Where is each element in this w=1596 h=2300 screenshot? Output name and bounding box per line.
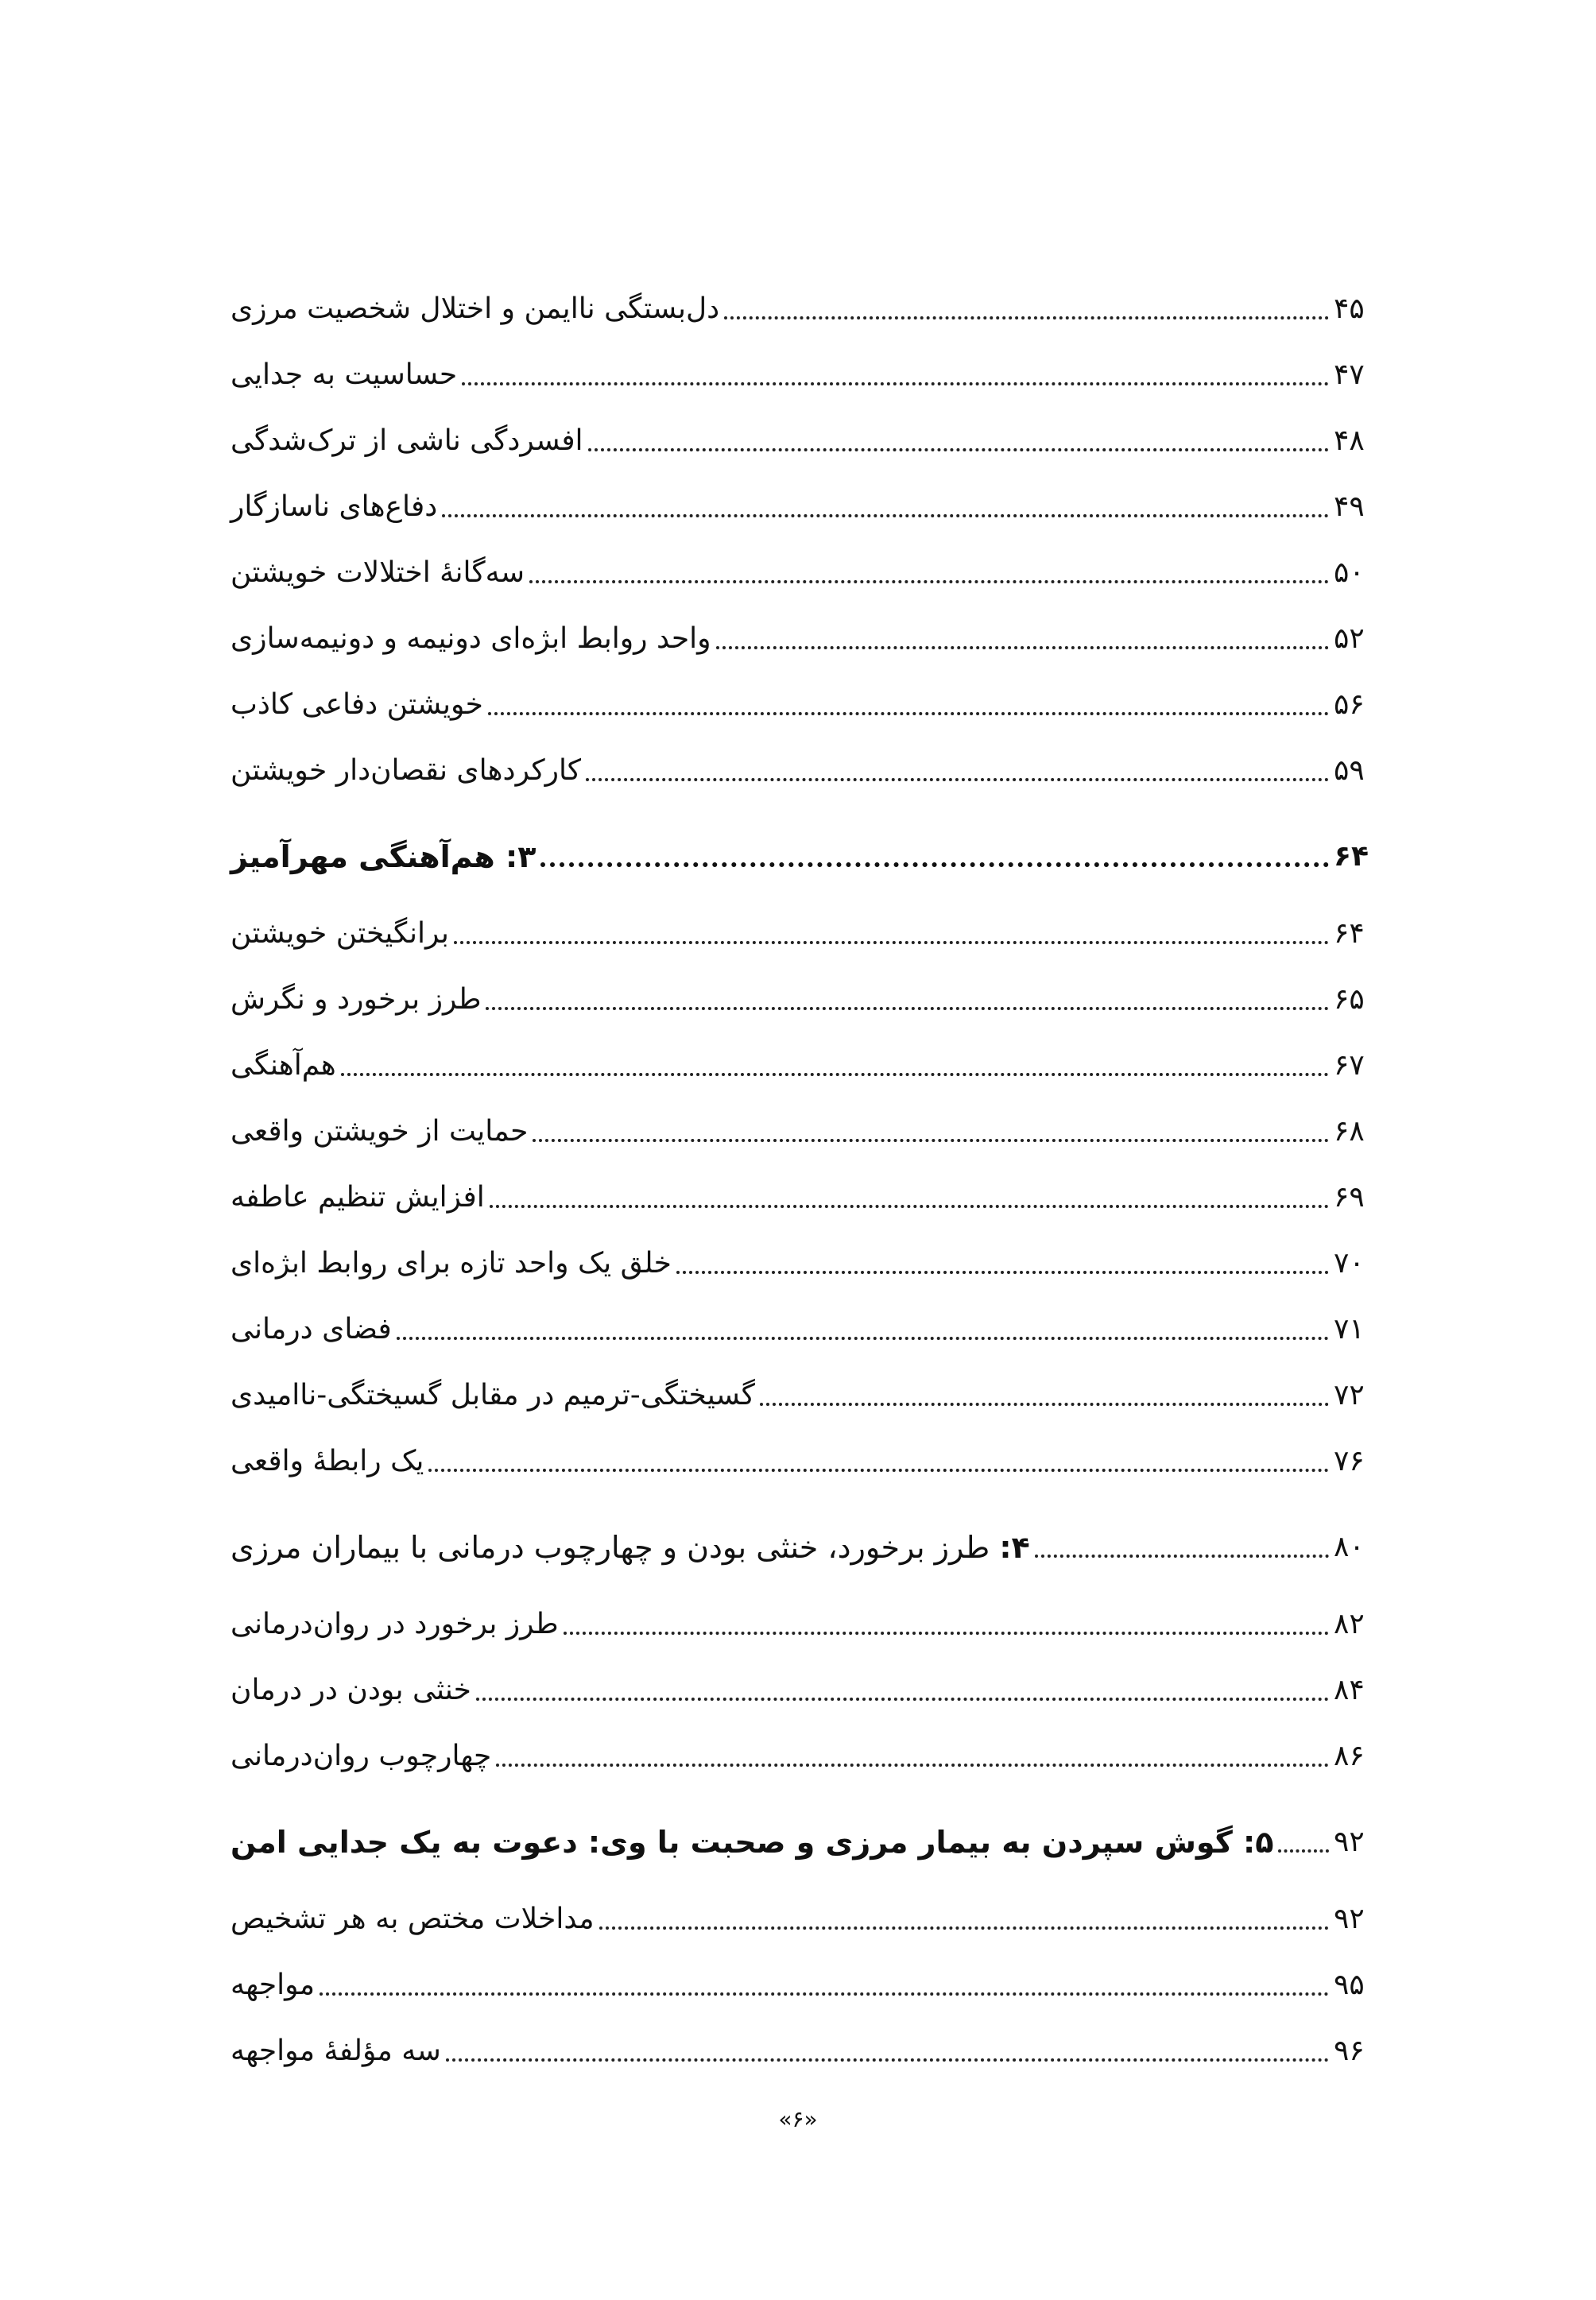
table-of-contents — [230, 262, 1378, 2070]
toc-entry[interactable] — [230, 1938, 1378, 2004]
page-number: ۹۲ — [1334, 1826, 1365, 1858]
page-number: ۷۱ — [1334, 1313, 1365, 1346]
dot-leader — [588, 448, 1329, 451]
toc-entry[interactable] — [230, 1415, 1378, 1481]
page-number: ۴۹ — [1334, 490, 1365, 523]
dot-leader — [1035, 1555, 1329, 1558]
toc-entry[interactable] — [230, 1872, 1378, 1938]
chapter-title-text: هم‌آهنگی مهرآمیز — [230, 839, 495, 874]
page-number: ۵۰ — [1334, 556, 1365, 589]
entry-title: دفاع‌های ناسازگار — [230, 490, 438, 523]
dot-leader — [1278, 1849, 1329, 1853]
dot-leader — [476, 1698, 1329, 1701]
toc-entry[interactable] — [230, 394, 1378, 460]
dot-leader — [496, 1764, 1329, 1767]
dot-leader — [676, 1271, 1329, 1274]
page-number: ۹۲ — [1334, 1903, 1365, 1935]
chapter-title — [230, 1823, 1273, 1861]
chapter-title-text: طرز برخورد، خنثی بودن و چهارچوب درمانی با بیماران مرزی — [230, 1530, 990, 1565]
page-number: ۴۸ — [1334, 424, 1365, 457]
toc-entry[interactable] — [230, 953, 1378, 1019]
entry-title: افزایش تنظیم عاطفه — [230, 1181, 485, 1214]
dot-leader — [599, 1926, 1329, 1930]
toc-entry[interactable] — [230, 1019, 1378, 1085]
entry-title: مداخلات مختص به هر تشخیص — [230, 1903, 595, 1935]
entry-title: برانگیختن خویشتن — [230, 917, 449, 950]
entry-title: حساسیت به جدایی — [230, 358, 458, 391]
toc-entry[interactable] — [230, 1644, 1378, 1710]
dot-leader — [529, 580, 1329, 583]
entry-title: فضای درمانی — [230, 1313, 392, 1346]
chapter-number: ۵: — [1243, 1825, 1274, 1860]
chapter-title-text: گوش سپردن به بیمار مرزی و صحبت با وی: دعوت به یک جدایی امن — [230, 1825, 1233, 1860]
dot-leader — [540, 862, 1329, 867]
toc-entry[interactable] — [230, 2004, 1378, 2070]
toc-entry[interactable] — [230, 1283, 1378, 1349]
entry-title: گسیختگی-ترمیم در مقابل گسیختگی-ناامیدی — [230, 1379, 755, 1411]
entry-title: یک رابطهٔ واقعی — [230, 1445, 424, 1477]
page-number: ۹۵ — [1334, 1969, 1365, 2001]
dot-leader — [446, 2058, 1329, 2062]
page-number: ۸۰ — [1334, 1531, 1365, 1563]
toc-entry[interactable] — [230, 262, 1378, 328]
entry-title: خویشتن دفاعی کاذب — [230, 688, 483, 721]
page-number: ۶۵ — [1334, 983, 1365, 1016]
entry-title: سه‌گانهٔ اختلالات خویشتن — [230, 556, 525, 589]
dot-leader — [490, 1205, 1329, 1208]
dot-leader — [724, 316, 1329, 319]
dot-leader — [564, 1632, 1329, 1635]
toc-entry[interactable] — [230, 658, 1378, 724]
toc-entry[interactable] — [230, 1578, 1378, 1644]
dot-leader — [486, 1007, 1329, 1010]
toc-entry[interactable] — [230, 1349, 1378, 1415]
page-number: ۶۴ — [1334, 840, 1369, 873]
toc-entry[interactable] — [230, 1710, 1378, 1775]
page-number: ۴۵ — [1334, 292, 1365, 325]
toc-entry[interactable] — [230, 460, 1378, 526]
toc-entry[interactable] — [230, 887, 1378, 953]
entry-title: کارکردهای نقصان‌دار خویشتن — [230, 754, 582, 787]
page-number: ۸۶ — [1334, 1740, 1365, 1772]
chapter-number: ۴: — [999, 1530, 1030, 1565]
entry-title: خلق یک واحد تازه برای روابط ابژه‌ای — [230, 1247, 672, 1280]
dot-leader — [488, 712, 1329, 715]
page-number: ۸۴ — [1334, 1674, 1365, 1706]
entry-title: خنثی بودن در درمان — [230, 1674, 471, 1706]
toc-entry[interactable] — [230, 1085, 1378, 1151]
entry-title: طرز برخورد و نگرش — [230, 983, 482, 1016]
page-number: ۷۲ — [1334, 1379, 1365, 1411]
page-number: ۸۲ — [1334, 1608, 1365, 1640]
toc-chapter-3[interactable] — [230, 801, 1378, 876]
page-number: ۴۷ — [1334, 358, 1365, 391]
entry-title: افسردگی ناشی از ترک‌شدگی — [230, 424, 583, 457]
toc-entry[interactable] — [230, 328, 1378, 394]
dot-leader — [428, 1469, 1329, 1472]
toc-chapter-4[interactable] — [230, 1492, 1378, 1566]
page-number: ۵۹ — [1334, 754, 1365, 787]
dot-leader — [341, 1073, 1329, 1076]
dot-leader — [760, 1403, 1329, 1406]
toc-entry[interactable] — [230, 1151, 1378, 1217]
entry-title: طرز برخورد در روان‌درمانی — [230, 1608, 559, 1640]
page-footer-number: «۶» — [778, 2106, 818, 2132]
toc-entry[interactable] — [230, 724, 1378, 790]
page-number: ۷۰ — [1334, 1247, 1365, 1280]
entry-title: مواجهه — [230, 1969, 316, 2001]
dot-leader — [320, 1992, 1329, 1996]
page-number: ۶۸ — [1334, 1115, 1365, 1148]
dot-leader — [533, 1139, 1329, 1142]
chapter-number: ۳: — [506, 839, 537, 874]
page-number: ۶۴ — [1334, 917, 1365, 950]
entry-title: حمایت از خویشتن واقعی — [230, 1115, 529, 1148]
entry-title: چهارچوب روان‌درمانی — [230, 1740, 492, 1772]
dot-leader — [586, 778, 1329, 781]
page-number: ۶۷ — [1334, 1049, 1365, 1082]
page-number: ۵۶ — [1334, 688, 1365, 721]
dot-leader — [442, 514, 1329, 517]
entry-title: دل‌بستگی ناایمن و اختلال شخصیت مرزی — [230, 292, 720, 325]
dot-leader — [716, 646, 1329, 649]
dot-leader — [462, 382, 1329, 385]
toc-entry[interactable] — [230, 592, 1378, 658]
entry-title: واحد روابط ابژه‌ای دونیمه و دونیمه‌سازی — [230, 622, 711, 655]
entry-title: سه مؤلفهٔ مواجهه — [230, 2035, 441, 2067]
page-number: ۵۲ — [1334, 622, 1365, 655]
chapter-title — [230, 1528, 1030, 1566]
dot-leader — [454, 941, 1329, 944]
toc-entry[interactable] — [230, 1217, 1378, 1283]
entry-title: هم‌آهنگی — [230, 1049, 336, 1082]
page-number: ۹۶ — [1334, 2035, 1365, 2067]
toc-entry[interactable] — [230, 526, 1378, 592]
page-number: ۷۶ — [1334, 1445, 1365, 1477]
page-number: ۶۹ — [1334, 1181, 1365, 1214]
chapter-title — [230, 838, 536, 876]
toc-chapter-5[interactable] — [230, 1787, 1378, 1861]
dot-leader — [397, 1337, 1329, 1340]
